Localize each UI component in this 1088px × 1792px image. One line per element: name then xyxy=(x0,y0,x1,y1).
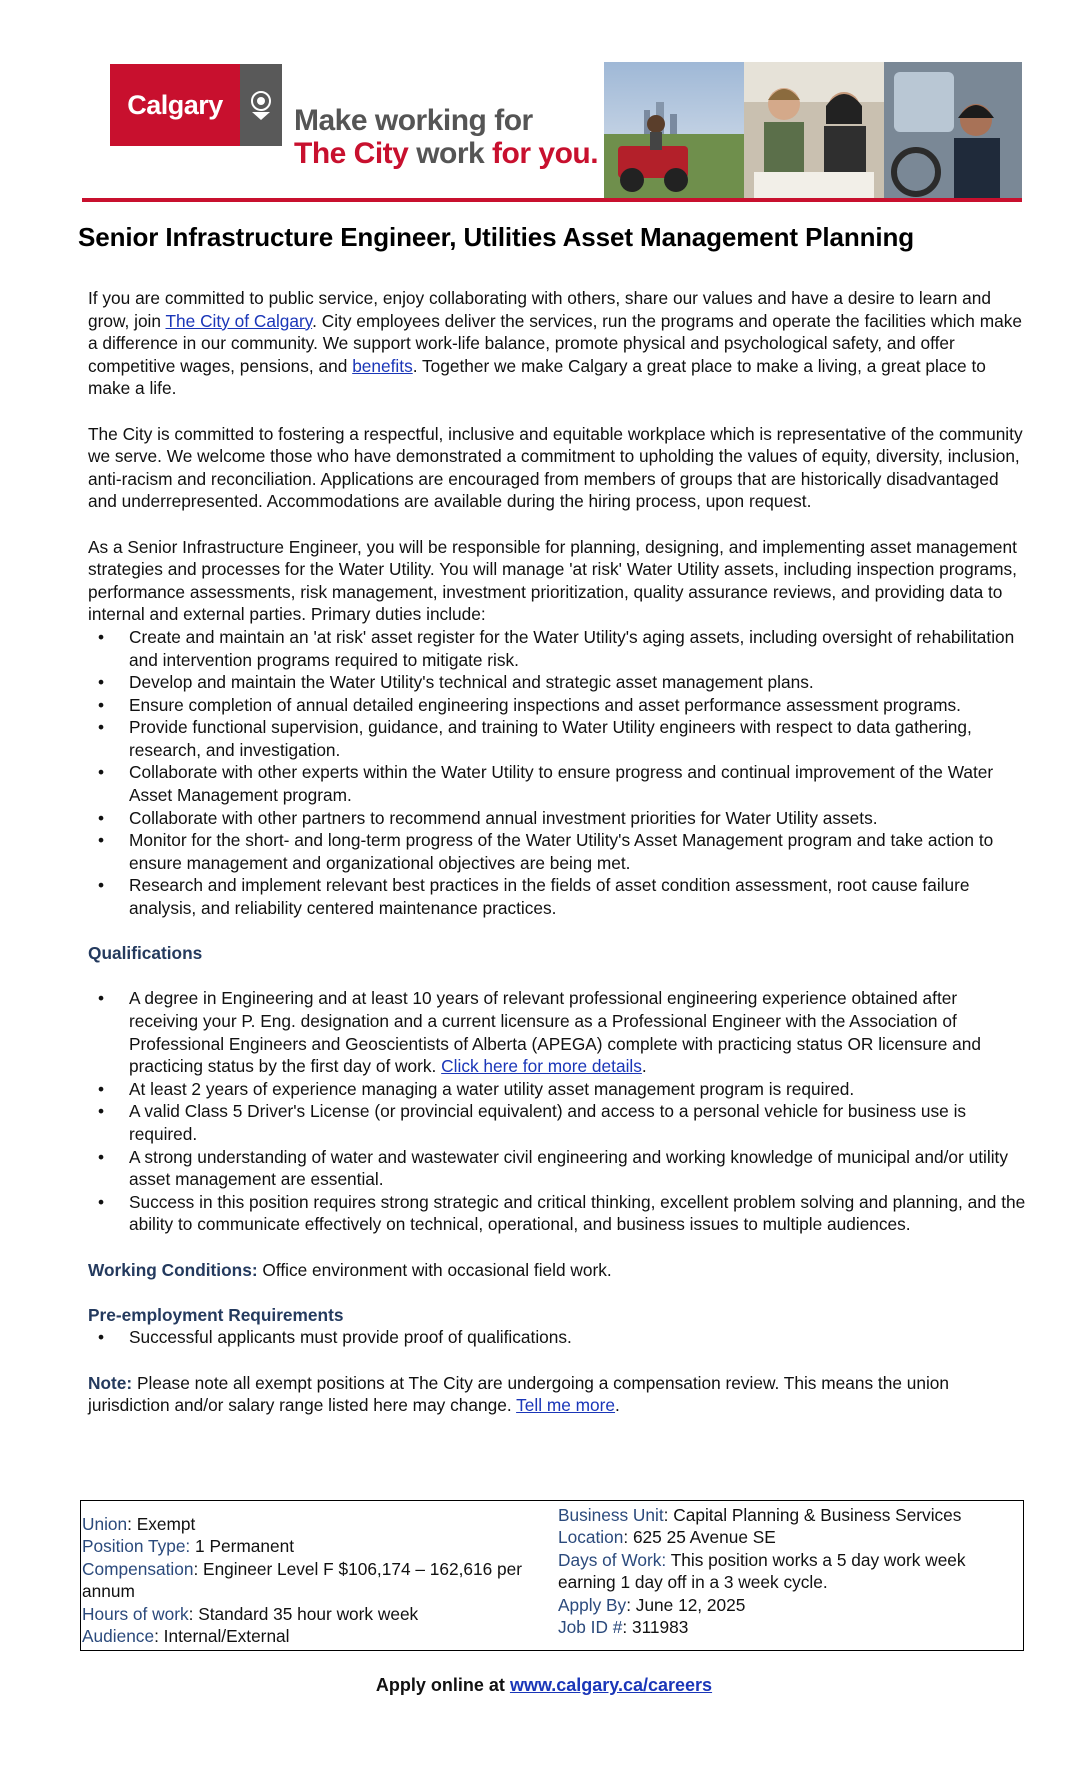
list-item: • A valid Class 5 Driver's License (or provincial equivalent) and access to a personal vehicle for business use is required. xyxy=(88,1100,1030,1145)
list-item: • Develop and maintain the Water Utility's technical and strategic asset management plans. xyxy=(88,671,1030,694)
careers-link[interactable]: www.calgary.ca/careers xyxy=(509,1675,713,1695)
details-right-column xyxy=(552,1501,1024,1651)
calgary-logo: Calgary xyxy=(110,64,240,146)
pre-employment-list xyxy=(88,1326,1030,1349)
job-description xyxy=(88,287,1030,1417)
benefits-link[interactable]: benefits xyxy=(352,355,413,376)
tell-me-more-link[interactable]: Tell me more xyxy=(516,1395,616,1416)
employee-photo-collage xyxy=(604,62,1022,199)
list-item: • Collaborate with other experts within the Water Utility to ensure progress and continual improvement of the Water Asset Management program. xyxy=(88,761,1030,806)
detail-business-unit: Business Unit: Capital Planning & Business Services xyxy=(558,1505,962,1525)
working-conditions: Working Conditions: Office environment with occasional field work. xyxy=(88,1259,612,1280)
detail-job-id: Job ID #: 311983 xyxy=(558,1617,689,1638)
job-title: Senior Infrastructure Engineer, Utilities Asset Management Planning xyxy=(78,222,915,252)
apply-online: Apply online at www.calgary.ca/careers xyxy=(375,1675,713,1695)
banner-divider xyxy=(82,198,1022,202)
city-crest-icon xyxy=(240,64,282,146)
detail-apply-by: Apply By: June 12, 2025 xyxy=(558,1594,746,1615)
inclusion-paragraph: The City is committed to fostering a respectful, inclusive and equitable workplace which is representative of the community we serve. We welcome those who have demonstrated a commitment to upholding the values of equity, diversity, inclusion, anti-racism and reconciliation. Applications are encouraged from members of groups that are historically disadvantaged and underrepresented. Accommodations are available during the hiring process, upon request. xyxy=(88,423,1023,512)
compensation-note: Note: Please note all exempt positions at The City are undergoing a compensation review. This means the union jurisdiction and/or salary range listed here may change. Tell me more. xyxy=(88,1372,950,1416)
tagline-line1: Make working for xyxy=(294,104,533,137)
list-item: • Collaborate with other partners to recommend annual investment priorities for Water Utility assets. xyxy=(88,807,1030,830)
intro-paragraph: If you are committed to public service, enjoy collaborating with others, share our values and have a desire to learn and grow, join The City of Calgary. City employees deliver the services, run the programs and operate the facilities which make a difference in our community. We support work-life balance, promote physical and psychological safety, and offer competitive wages, pensions, and benefits. Together we make Calgary a great place to make a living, a great place to make a life. xyxy=(88,288,1022,399)
role-paragraph: As a Senior Infrastructure Engineer, you will be responsible for planning, designing, and implementing asset management strategies and processes for the Water Utility. You will manage 'at risk' Water Utility assets, including inspection programs, performance assessments, risk management, investment prioritization, quality assurance reviews, and providing data to internal and external parties. Primary duties include: xyxy=(88,536,1017,625)
detail-union: Union: Exempt xyxy=(82,1514,196,1534)
pre-employment-heading: Pre-employment Requirements xyxy=(88,1304,344,1325)
list-item: • Monitor for the short- and long-term progress of the Water Utility's Asset Management program and take action to ensure management and organizational objectives are being met. xyxy=(88,829,1030,874)
list-item: • Research and implement relevant best practices in the fields of asset condition assessment, root cause failure analysis, and reliability centered maintenance practices. xyxy=(88,874,1030,919)
list-item: • Success in this position requires strong strategic and critical thinking, excellent problem solving and planning, and the ability to communicate effectively on technical, operational, and business issues to multiple audiences. xyxy=(88,1191,1030,1236)
more-details-link[interactable]: Click here for more details xyxy=(441,1056,642,1077)
list-item: • At least 2 years of experience managing a water utility asset management program is required. xyxy=(88,1078,1030,1101)
detail-hours: Hours of work: Standard 35 hour work week xyxy=(82,1603,419,1624)
duties-list xyxy=(88,626,1030,920)
header-banner xyxy=(82,62,1022,202)
detail-days-of-work: Days of Work: This position works a 5 day work week earning 1 day off in a 3 week cycle. xyxy=(558,1549,966,1593)
banner-tagline xyxy=(294,104,598,170)
qualifications-list xyxy=(88,987,1030,1236)
list-item: • Provide functional supervision, guidance, and training to Water Utility engineers with respect to data gathering, research, and investigation. xyxy=(88,716,1030,761)
list-item: • Create and maintain an 'at risk' asset register for the Water Utility's aging assets, including oversight of rehabilitation and intervention programs required to mitigate risk. xyxy=(88,626,1030,671)
detail-position-type: Position Type: 1 Permanent xyxy=(82,1536,294,1557)
detail-audience: Audience: Internal/External xyxy=(82,1626,290,1647)
detail-compensation: Compensation: Engineer Level F $106,174 – 162,616 per annum xyxy=(82,1558,523,1602)
list-item: • A strong understanding of water and wastewater civil engineering and working knowledge of municipal and/or utility asset management are essential. xyxy=(88,1146,1030,1191)
details-left-column xyxy=(81,1501,553,1651)
list-item: • Ensure completion of annual detailed engineering inspections and asset performance assessment programs. xyxy=(88,694,1030,717)
list-item: • Successful applicants must provide proof of qualifications. xyxy=(88,1326,1030,1349)
position-details-table xyxy=(80,1500,1024,1651)
city-of-calgary-link[interactable]: The City of Calgary xyxy=(165,310,313,331)
detail-location: Location: 625 25 Avenue SE xyxy=(558,1527,776,1548)
tagline-line2: The City work for you. xyxy=(294,137,599,170)
list-item: • A degree in Engineering and at least 10 years of relevant professional engineering experience obtained after receiving your P. Eng. designation and a current licensure as a Professional Engineer with the Association of Professional Engineers and Geoscientists of Alberta (APEGA) complete with practicing status OR licensure and practicing status by the first day of work. Click here for more details. xyxy=(88,987,1030,1077)
qualifications-heading: Qualifications xyxy=(88,943,203,964)
